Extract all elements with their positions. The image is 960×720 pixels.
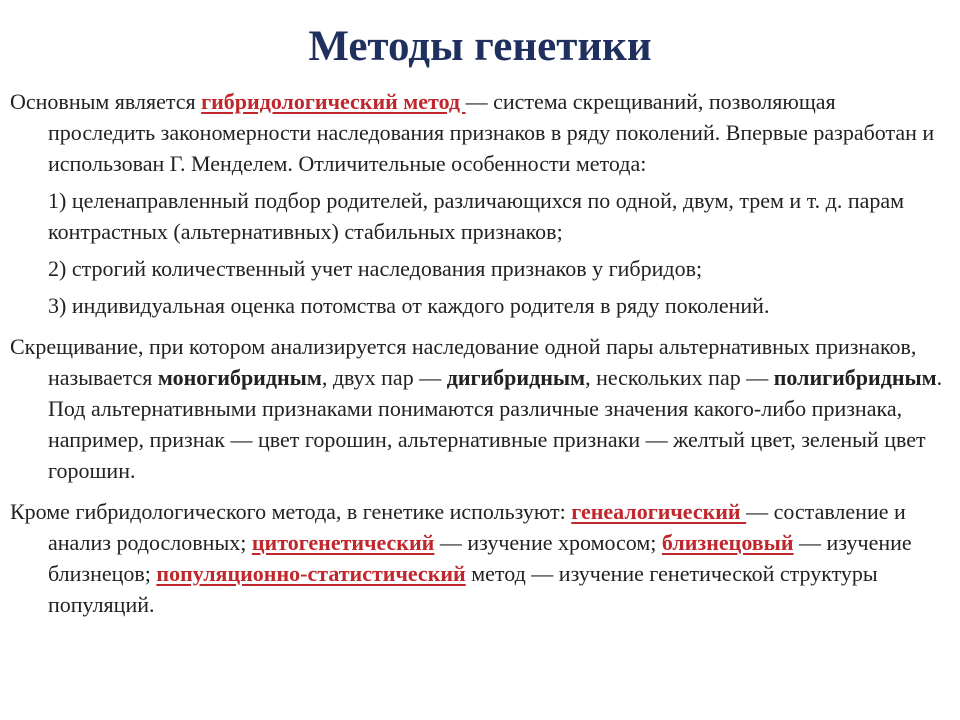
paragraph-text: . Под альтернативными признаками понимаются различные значения какого-либо признака, например, признак — цвет горошин, альтернативные признаки — желтый цвет, зеленый цвет горошин.	[48, 365, 943, 483]
term-dihybrid: дигибридным	[446, 365, 586, 390]
list-item: 1) целенаправленный подбор родителей, различающихся по одной, двум, трем и т. д. парам контрастных (альтернативных) стабильных признаков;	[48, 188, 905, 244]
paragraph-text: — система скрещиваний, позволяющая проследить закономерности наследования признаков в ряду поколений. Впервые разработан и использован Г. Менделем. Отличительные особенности метода:	[48, 89, 935, 176]
term-cytogenetic: цитогенетический	[251, 530, 435, 555]
paragraph-text: метод — изучение генетической структуры популяций.	[48, 561, 878, 617]
paragraph-text: — изучение близнецов;	[48, 530, 912, 586]
paragraph-text: — составление и анализ родословных;	[48, 499, 906, 555]
paragraph-text: Основным является	[10, 89, 202, 114]
slide-body	[10, 86, 945, 620]
paragraph-hybridological	[10, 86, 945, 179]
paragraph-text: — изучение хромосом;	[434, 530, 662, 555]
paragraph-other-methods	[10, 496, 945, 620]
term-population-statistical: популяционно-статистический	[156, 561, 466, 586]
paragraph-text: Скрещивание, при котором анализируется наследование одной пары альтернативных признаков, называется	[10, 334, 917, 390]
list-item: 3) индивидуальная оценка потомства от каждого родителя в ряду поколений.	[48, 293, 770, 318]
paragraph-text: Кроме гибридологического метода, в генетике используют:	[10, 499, 572, 524]
term-twin: близнецовый	[661, 530, 794, 555]
slide-title: Методы генетики	[308, 23, 652, 70]
paragraph-text: , нескольких пар —	[585, 365, 774, 390]
term-genealogical: генеалогический	[571, 499, 747, 524]
list-item: 2) строгий количественный учет наследования признаков у гибридов;	[48, 256, 703, 281]
term-polyhybrid: полигибридным	[773, 365, 937, 390]
paragraph-crossing-types	[10, 331, 945, 486]
term-monohybrid: моногибридным	[157, 365, 322, 390]
term-hybridological-method: гибридологический метод	[201, 89, 466, 114]
paragraph-text: , двух пар —	[321, 365, 447, 390]
